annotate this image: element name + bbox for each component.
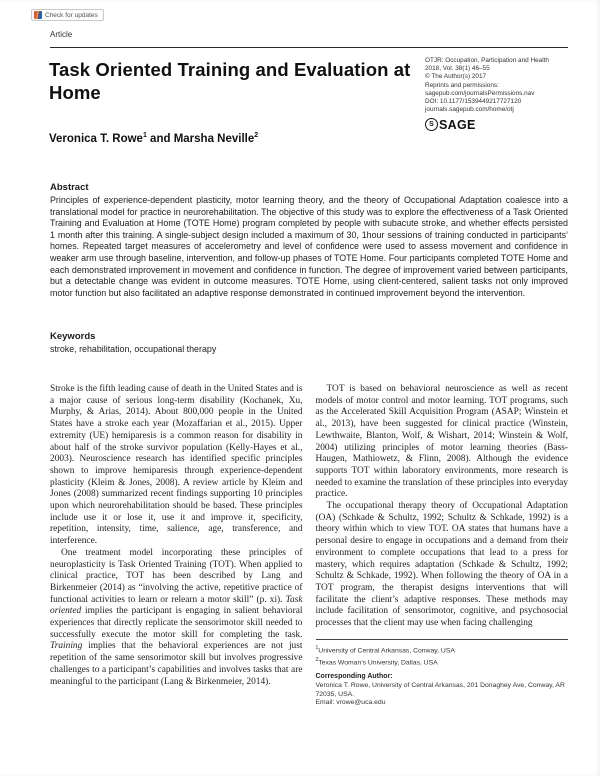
- article-type-label: Article: [50, 30, 73, 39]
- reprints-line: Reprints and permissions:: [425, 81, 499, 89]
- italic-term: Training: [50, 641, 83, 652]
- affiliation-2: [316, 656, 569, 668]
- doi-line: DOI: 10.1177/1539449217727120: [425, 98, 522, 106]
- footnote-block: [316, 639, 569, 708]
- body-paragraph: The occupational therapy theory of Occupational Adaptation (OA) (Schkade & Schultz, 1992; Schultz & Schkade, 1992) is a theory within which to view TOT. OA states that humans have a personal desire to engage in occupations and a demand from their environment to complete occupations that lead to a press for mastery, which requires adaptation (Schkade & Schultz, 1992; Schultz & Schkade, 1992). When following the theory of OA in a TOT program, the therapist designs interventions that will facilitate the client’s adaptive responses. These methods may include facilitation of sensorimotor, cognitive, and psychosocial processes that the client may use when facing challenging: [315, 501, 568, 629]
- paragraph-segment: implies that the behavioral experiences are not just repetition of the same sensorimotor skill but involves progressive challenges to a participant’s capabilities and involves tasks that are meaningful to the participant (Lang & Birkenmeier, 2014).: [50, 641, 303, 687]
- keywords-list: stroke, rehabilitation, occupational therapy: [50, 344, 217, 354]
- author-2-affiliation-mark: 2: [254, 132, 259, 139]
- author-byline: [49, 132, 258, 145]
- sage-logo: [425, 118, 573, 131]
- body-paragraph: TOT is based on behavioral neuroscience as well as recent models of motor control and motor learning. TOT programs, such as the Accelerated Skill Acquisition Program (ASAP; Winstein et al., 2013), have been suggested for clinical practice (Winstein, Lewthwaite, Blanton, Wolf, & Wishart, 2014; Winstein & Wolf, 2004) utilizing principles of motor learning theories (Bass-Haugen, Mathiowetz, & Flinn, 2008). Although the evidence supports TOT within laboratory environments, more research is needed to examine the translation of these principles into everyday practice.: [315, 384, 568, 500]
- author-1-name: Veronica T. Rowe: [49, 132, 143, 145]
- abstract-text: Principles of experience-dependent plasticity, motor learning theory, and the theory of Occupational Adaptation coalesce into a translational model for practice in neurorehabilitation. The objective of this study was to explore the effectiveness of a Task Oriented Training and Evaluation at Home (TOTE Home) program completed by people with subacute stroke, and whether effects persisted 1 month after this training. A single-subject design included a maximum of 30, 1hour sessions of training conducted in participants’ homes. Repeated target measures of accelerometry and level of confidence were used to assess movement and confidence in weaker arm use through baseline, intervention, and follow-up phases of TOTE Home. Four participants completed TOTE Home and each demonstrated improvement in movement and confidence in function. The degree of improvement varied between participants, but a detectable change was evident in outcome measures. TOTE Home, using client-centered, salient tasks not only improved motor function but also facilitated an adaptive response demonstrated in continued improvement beyond the intervention.: [50, 195, 568, 298]
- left-column: [50, 384, 303, 708]
- footnote-divider: [316, 639, 569, 640]
- abstract-heading: Abstract: [50, 182, 89, 193]
- sage-circle-icon: S: [425, 118, 438, 131]
- author-1-affiliation-mark: 1: [142, 132, 147, 139]
- affiliation-2-text: Texas Woman’s University, Dallas, USA: [318, 658, 438, 666]
- affiliation-1-mark: 1: [315, 644, 319, 651]
- copyright-line: © The Author(s) 2017: [425, 73, 487, 81]
- check-for-updates-label: Check for updates: [45, 11, 98, 19]
- sage-wordmark: SAGE: [439, 117, 476, 132]
- author-2-name: Marsha Neville: [173, 132, 255, 145]
- journal-home-link[interactable]: journals.sagepub.com/home/otj: [425, 106, 514, 114]
- right-column: [316, 384, 569, 708]
- keywords-heading: Keywords: [50, 331, 96, 342]
- check-for-updates-badge[interactable]: [31, 9, 104, 21]
- affiliation-1: [316, 644, 569, 656]
- paragraph-segment: One treatment model incorporating these principles of neuroplasticity is Task Oriented Training (TOT). When applied to clinical practice, TOT has been described by Lang and Birkenmeier (2014) as “involving the active, repetitive practice of functional activities to learn or relearn a motor skill” (p. xi).: [50, 547, 303, 605]
- corresponding-author-address: Veronica T. Rowe, University of Central Arkansas, 201 Donaghey Ave, Conway, AR 72035, USA.: [315, 682, 565, 698]
- body-columns: [50, 384, 568, 708]
- journal-meta-block: [425, 57, 573, 131]
- corresponding-author-heading: Corresponding Author:: [315, 673, 393, 681]
- crossmark-icon: [34, 11, 42, 19]
- paragraph-segment: implies the participant is engaging in salient behavioral experiences that directly replicate the sensorimotor skill needed to successfully execute the motor skill for completing the task.: [50, 606, 303, 640]
- page-title: Task Oriented Training and Evaluation at Home: [49, 59, 411, 103]
- affiliation-1-text: University of Central Arkansas, Conway, USA: [318, 647, 455, 655]
- author-joiner: and: [146, 132, 174, 145]
- italic-term: Task oriented: [50, 594, 303, 617]
- journal-volume: 2018, Vol. 38(1) 46–55: [425, 65, 490, 73]
- header-divider: [50, 47, 568, 48]
- body-paragraph: [50, 548, 303, 688]
- corresponding-author-email[interactable]: Email: vrowe@uca.edu: [315, 699, 386, 707]
- permissions-link[interactable]: sagepub.com/journalsPermissions.nav: [425, 89, 535, 97]
- body-paragraph: Stroke is the fifth leading cause of death in the United States and is a major cause of serious long-term disability (Kochanek, Xu, Murphy, & Arias, 2014). About 800,000 people in the United States have a stroke each year (Mozaffarian et al., 2015). Upper extremity (UE) hemiparesis is a common reason for disability in about half of the stroke survivor population (Kelly-Hayes et al., 2003). Neuroscience research has identified specific principles shown to improve hemiparesis through experience-dependent plasticity (Kleim & Jones, 2008). A review article by Kleim and Jones (2008) summarized recent findings supporting 10 principles upon which neurorehabilitation should be based. These principles include use it or lose it, use it and improve it, specificity, repetition, intensity, time, salience, age, transference, and interference.: [50, 384, 303, 547]
- journal-name: OTJR: Occupation, Participation and Health: [425, 57, 549, 64]
- affiliation-2-mark: 2: [315, 656, 319, 663]
